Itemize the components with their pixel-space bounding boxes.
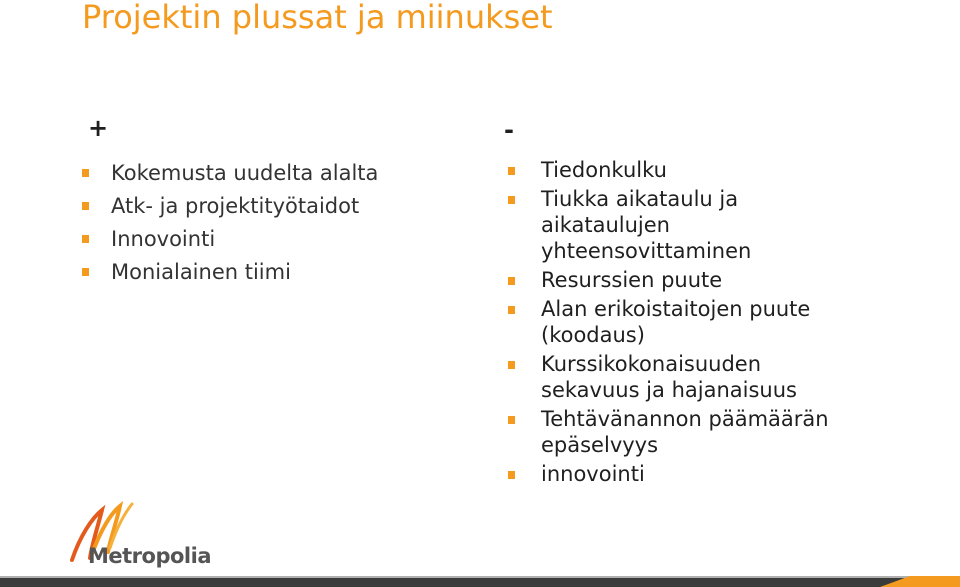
square-bullet-icon (508, 361, 515, 369)
square-bullet-icon (508, 277, 515, 285)
list-item-text: Resurssien puute (541, 268, 723, 292)
square-bullet-icon (82, 268, 89, 276)
footer-bar (0, 576, 960, 587)
list-item-text: Monialainen tiimi (111, 260, 291, 284)
list-item-text: Innovointi (111, 227, 216, 251)
plus-list (82, 157, 422, 289)
list-item-text: Kokemusta uudelta alalta (111, 161, 379, 185)
list-item (508, 351, 948, 403)
logo-text: Metropolia (88, 544, 211, 568)
list-item-text: Atk- ja projektityötaidot (111, 194, 360, 218)
list-item-text: Tiukka aikataulu ja aikataulujen yhteensovittaminen (541, 187, 752, 263)
square-bullet-icon (508, 471, 515, 479)
square-bullet-icon (508, 306, 515, 314)
plus-heading: + (88, 114, 109, 142)
list-item (82, 190, 422, 223)
list-item (508, 406, 948, 458)
list-item (508, 186, 948, 264)
list-item (508, 267, 948, 293)
list-item (82, 256, 422, 289)
list-item (82, 223, 422, 256)
list-item (508, 296, 948, 348)
minus-heading: - (504, 116, 514, 144)
list-item (82, 157, 422, 190)
square-bullet-icon (508, 196, 515, 204)
list-item-text: Tehtävänannon päämäärän epäselvyys (541, 407, 829, 457)
square-bullet-icon (82, 169, 89, 177)
list-item-text: innovointi (541, 462, 645, 486)
square-bullet-icon (508, 167, 515, 175)
minus-list (508, 157, 948, 490)
page-title: Projektin plussat ja miinukset (82, 0, 553, 36)
list-item-text: Kurssikokonaisuuden sekavuus ja hajanaisuus (541, 352, 797, 402)
list-item (508, 461, 948, 487)
square-bullet-icon (508, 416, 515, 424)
list-item-text: Alan erikoistaitojen puute (koodaus) (541, 297, 811, 347)
list-item-text: Tiedonkulku (541, 158, 667, 182)
square-bullet-icon (82, 235, 89, 243)
list-item (508, 157, 948, 183)
square-bullet-icon (82, 202, 89, 210)
